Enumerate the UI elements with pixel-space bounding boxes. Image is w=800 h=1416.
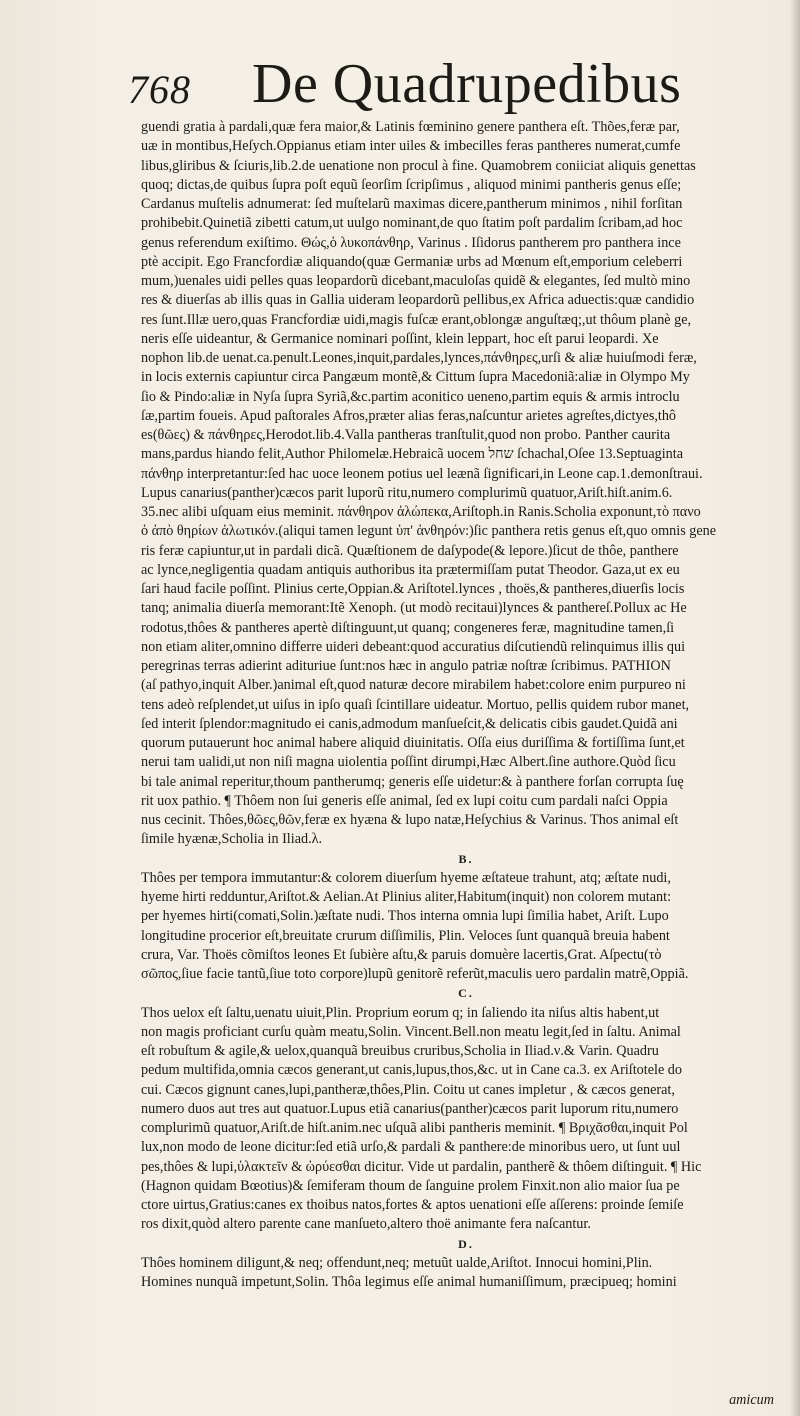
text-line: es(θῶες) & πάνθηρες,Herodot.lib.4.Valla pantheras tranſtulit,quod non probo. Panther caurita [141,427,671,443]
text-line: pedum multifida,omnia cæcos generant,ut canis,lupus,thos,&c. ut in Cane ca.3. ex Ariſtotele do [141,1062,682,1079]
text-line: guendi gratia à pardali,quæ fera maior,& Latinis fœminino genere panthera eſt. Thões,feræ par, [141,119,680,135]
text-line: numero duos aut tres aut quatuor.Lupus etiã canarius(panther)cæcos parit luporum ritu,numero [141,1100,679,1117]
text-line: ὁ ἀπὸ θηρίων ἁλωτικόν.(aliqui tamen legunt ὑπ' ἀνθηρόν:)ſic panthera retis genus eſt,quo omnis gene [141,523,717,540]
text-line: Thôes hominem diligunt,& neq; offendunt,neq; metuũt ualde,Ariſtot. Innocui homini,Plin. [141,1254,653,1271]
text-line: hyeme hirti redduntur,Ariſtot.& Aelian.At Plinius aliter,Habitum(inquit) non colorem mutant: [141,889,672,905]
text-line: cui. Cæcos gignunt canes,lupi,pantheræ,thôes,Plin. Coitu ut canes impletur , & cæcos generat, [141,1081,675,1098]
text-line: bi tale animal reperitur,thoum pantherumq; generis eſſe uidetur:& à panthere forſan corrupta ſuę [141,773,684,790]
text-line: ctore uirtus,Gratius:canes ex thoibus natos,fortes & aptos uenationi eſſe aſſerens: proinde ſemiſe [141,1197,684,1213]
text-line: (Hagnon quidam Bœotius)& ſemiferam thoum de ſanguine prolem Finxit.non alio maior ſua pe [141,1177,680,1194]
text-line: neris eſſe uideantur, & Germanice nominari poſſint, klein leppart, hoc eſt parui leopardi. Xe [141,330,659,347]
page-header [128,50,768,114]
section-marker: D. [458,1236,474,1251]
text-line: peregrinas terras adierint adituriue ſunt:nos hæc in angulo patriæ noſtræ ſcribimus. PATHION [141,658,671,674]
text-line: Lupus canarius(panther)cæcos parit luporũ ritu,numero complurimũ quatuor,Ariſt.hiſt.anim.6. [141,484,673,501]
text-line: eſt robuſtum & agile,& uelox,quanquã breuibus cruribus,Scholia in Iliad.ν.& Varin. Quadru [141,1043,659,1059]
text-line: Cardanus muſtelis adnumerat: ſed muſtelarũ maximas dicere,pantherum minimos , nihil forſitan [141,196,683,212]
text-line: ſari haud facile poſſint. Plinius certe,Oppian.& Ariſtotel.lynces , thoës,& pantheres,diuerſis locis [141,581,685,597]
text-line: Thôes per tempora immutantur:& colorem diuerſum hyeme æſtateue trahunt, atq; æſtate nudi, [141,869,671,886]
text-line: pes,thôes & lupi,ὑλακτεῖν & ὠρύεσθαι dicitur. Vide ut pardalin, pantherẽ & thôem diſtinguit. ¶ Hic [141,1158,702,1175]
text-line: rit uox pathio. ¶ Thôem non ſui generis eſſe animal, ſed ex lupi coitu cum pardali naſci Oppia [141,792,668,809]
page-gutter-shadow [790,0,800,1416]
text-line: crura, Var. Thoës cõmiſtos leones Et ſubière aſtu,& paruis domuère lacertis,Grat. Aſpectu(τὸ [141,946,662,963]
text-line: non etiam aliter,omnino differre uideri debeant:quod accuratius diſcutiendũ relinquimus illis qui [141,638,686,655]
catchword: amicum [729,1392,774,1408]
text-line: nophon lib.de uenat.ca.penult.Leones,inquit,pardales,lynces,πάνθηρες,urſi & aliæ huiuſmodi feræ, [141,350,697,366]
text-line: nus cecinit. Thôes,θῶες,θῶν,feræ ex hyæna & lupo natæ,Heſychius & Varinus. Thos animal eſt [141,812,679,828]
text-line: uæ in montibus,Heſych.Oppianus etiam inter uiles & imbecilles feras pantheres numerat,cumfe [141,138,681,155]
text-line: per hyemes hirti(comati,Solin.)æſtate nudi. Thos interna omnia lupi ſimilia habet, Ariſt. Lupo [141,908,669,925]
text-line: nerui tam ualidi,ut non niſi magna uiolentia poſſint dirumpi,Hæc Albert.ſine authore.Quòd ſicu [141,754,676,771]
text-line: lux,non modo de leone dicitur:ſed etiã urſo,& pardali & panthere:de minoribus uero, ut ſunt uul [141,1139,681,1156]
text-line: ac lynce,negligentia quadam antiquis authoribus ita prætermiſſam putat Theodor. Gaza,ut ex eu [141,561,680,578]
text-line: tens adeò reſplendet,ut uiſus in ipſo quaſi ſcintillare uideatur. Mortuo, pellis quidem rubor manet, [141,696,690,713]
text-line: longitudine procerior eſt,breuitate crurum diſſimilis, Plin. Veloces ſunt quanquã breuia habent [141,927,670,944]
text-line: ſimile hyænæ,Scholia in Iliad.λ. [141,831,323,848]
text-line: tanq; animalia diuerſa memorant:Itẽ Xenoph. (ut modò recitaui)lynces & panthereſ.Pollux ac He [141,600,687,617]
text-line: prohibebit.Quinetiã zibetti catum,ut uulgo nominant,de quo ſtatim poſt pardalim ſcribam,ad hoc [141,215,683,232]
text-line: ris feræ capiuntur,ut in pardali dicã. Quæſtionem de daſypode(& lepore.)ſicut de thôe, panthere [141,542,679,559]
text-line: ros dixit,quòd altero parente cane manſueto,altero thoë animante fera naſcantur. [141,1216,591,1233]
text-line: quorum putauerunt hoc animal habere aliquid diuinitatis. Oſſa eius duriſſima & fortiſſima ſunt,et [141,735,685,751]
text-line: res & diuerſas ab illis quas in Gallia uideram leopardorũ pellibus,ex Africa aduectis:quæ candidio [141,292,695,309]
text-line: ſæ,partim foueis. Apud paſtorales Afros,præter alias feras,naſcuntur arietes agreſtes,dictyes,thô [141,407,677,424]
text-line: complurimũ quatuor,Ariſt.de hiſt.anim.nec uſquã alibi pantheris meminit. ¶ Βριχᾶσθαι,inquit Pol [141,1120,688,1136]
text-line: mum,)uenales uidi pelles quas leopardorũ dicebant,maculoſas quidẽ & elegantes, ſed multò mino [141,273,691,289]
section-marker: B. [458,851,474,866]
text-line: quoq; dictas,de quibus ſupra poſt equũ ſeorſim ſcripſimus , aliquod minimi pantheris genus eſſe; [141,176,682,193]
text-line: 35.nec alibi uſquam eius meminit. πάνθηρον ἀλώπεκα,Ariſtoph.in Ranis.Scholia exponunt,τὸ πανο [141,504,701,520]
text-line: πάνθηρ interpretantur:ſed hac uoce leonem potius uel leænã ſignificari,in Leone cap.1.demonſtraui. [141,465,703,482]
text-line: mans,pardus hiando felit,Author Philomelæ.Hebraicã uocem שחל ſchachal,Oſee 13.Septuaginta [141,446,683,463]
text-line: ptè accipit. Ego Francfordiæ aliquando(quæ Germaniæ urbs ad Mœnum eſt,emporium celeberri [141,253,683,270]
text-line: libus,gliribus & ſciuris,lib.2.de uenatione non procul à fine. Quamobrem coniiciat aliquis genettas [141,157,696,174]
page-number: 768 [128,67,191,112]
text-line: non magis proficiant curſu quàm meatu,Solin. Vincent.Bell.non meatu legit,ſed in ſaltu. Animal [141,1023,681,1040]
text-line: res ſunt.Illæ uero,quas Francfordiæ uidi,magis fuſcæ erant,oblongæ anguſtæq;,ut thôum planè ge, [141,311,692,328]
text-line: (aſ pathyo,inquit Alber.)animal eſt,quod naturæ decore mirabilem habet:colore enim purpureo ni [141,677,686,694]
text-line: σῶπος,ſiue facie tantũ,ſiue toto corpore)lupũ genitorẽ referũt,maculis uero pardalin matrẽ,Oppiã. [141,966,689,982]
running-head: De Quadrupedibus [252,53,682,115]
text-line: in locis externis capiuntur circa Pangæum montẽ,& Cittum ſupra Macedoniã:aliæ in Olympo My [141,369,690,386]
text-line: ſed interit ſplendor:magnitudo ei canis,admodum manſueſcit,& delicatis cibis gaudet.Quidã ani [141,715,678,732]
text-line: ſio & Pindo:aliæ in Nyſa ſupra Syriã,&c.partim aconitico ueneno,partim equis & armis introclu [141,388,680,405]
text-line: Thos uelox eſt ſaltu,uenatu uiuit,Plin. Proprium eorum q; in ſaliendo ita niſus altis habent,ut [141,1004,660,1021]
text-line: genus referendum exiſtimo. Θώς,ὁ λυκοπάνθηρ, Varinus . Iſidorus pantherem pro panthera ince [141,234,681,251]
section-marker: C. [458,986,474,1001]
text-line: Homines nunquã impetunt,Solin. Thôa legimus eſſe animal humaniſſimum, præcipueq; homini [141,1274,677,1290]
body-text [141,118,791,1292]
text-line: rodotus,thôes & pantheres apertè diſtinguunt,ut quanq; congeneres feræ, magnitudine tamen,ſi [141,619,675,636]
